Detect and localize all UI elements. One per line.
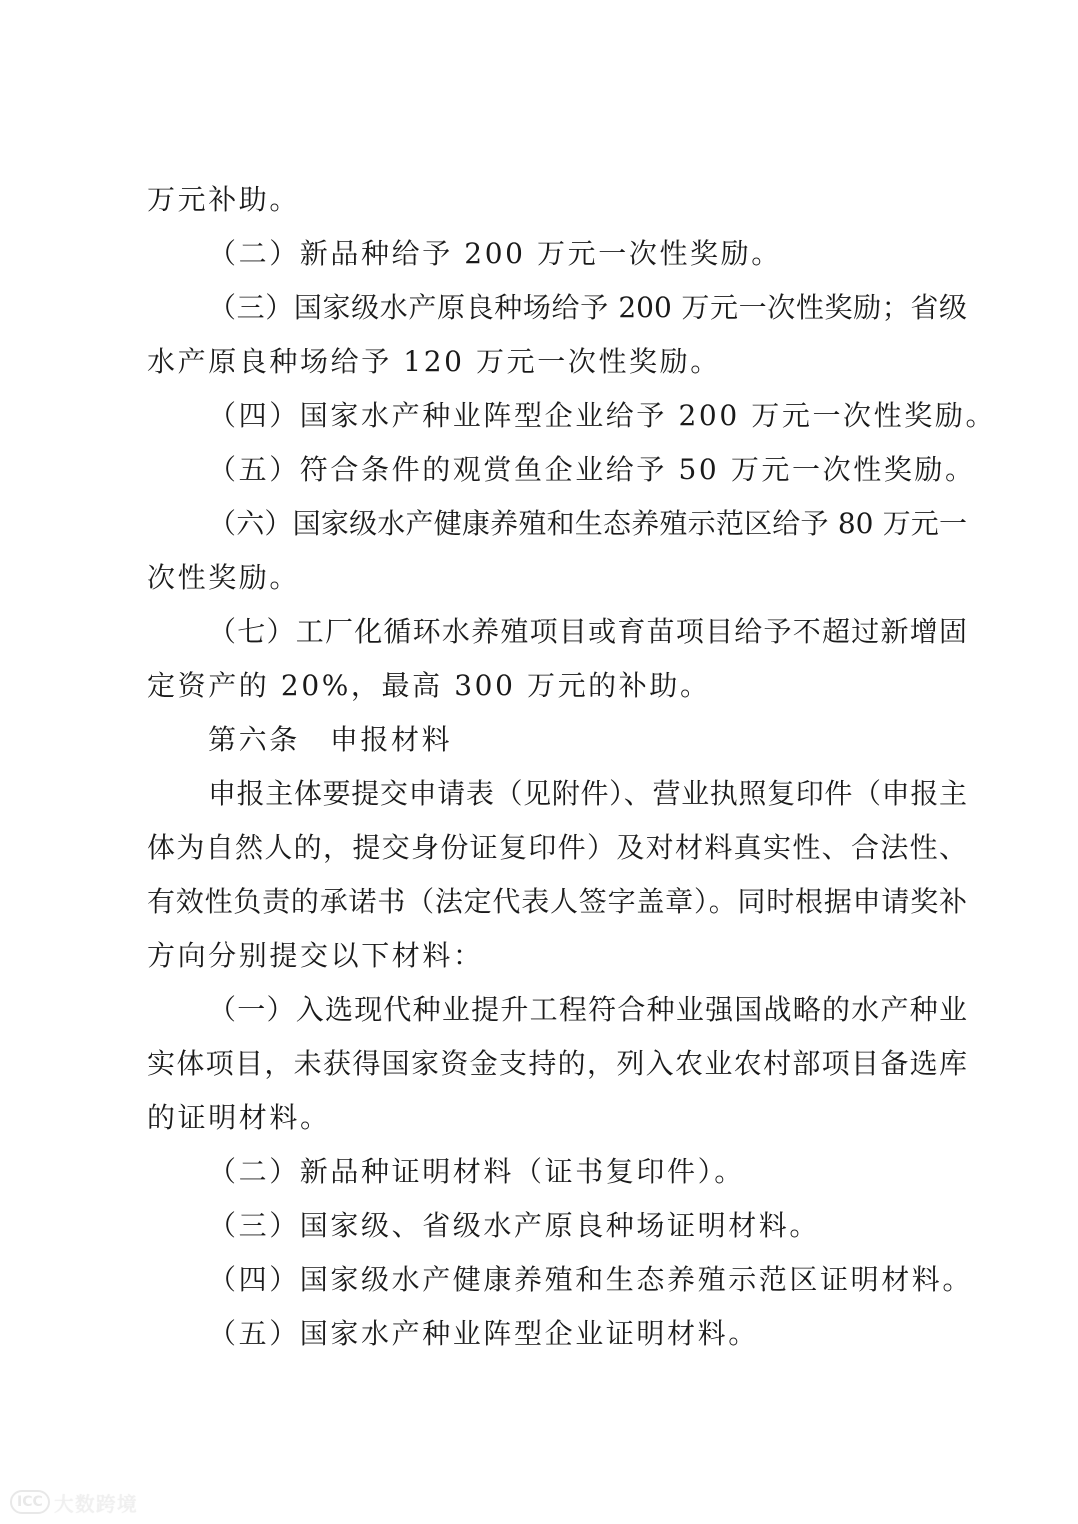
paragraph-line: （一）入选现代种业提升工程符合种业强国战略的水产种业 [208, 993, 967, 1026]
paragraph-line: （五）国家水产种业阵型企业证明材料。 [208, 1317, 759, 1350]
paragraph-line: 定资产的 20%，最高 300 万元的补助。 [147, 669, 711, 702]
article-heading [208, 723, 452, 757]
paragraph-line: 次性奖励。 [147, 561, 301, 594]
article-title: 申报材料 [329, 723, 453, 756]
watermark [10, 1487, 138, 1517]
paragraph-line: 有效性负责的承诺书（法定代表人签字盖章）。同时根据申请奖补 [147, 885, 967, 918]
paragraph-line: 实体项目，未获得国家资金支持的，列入农业农村部项目备选库 [147, 1047, 967, 1080]
paragraph-line: 方向分别提交以下材料： [147, 939, 484, 972]
paragraph-line: 水产原良种场给予 120 万元一次性奖励。 [147, 345, 721, 378]
paragraph-line: 的证明材料。 [147, 1101, 331, 1134]
paragraph-line: 体为自然人的，提交身份证复印件）及对材料真实性、合法性、 [147, 831, 967, 864]
paragraph-line: （六）国家级水产健康养殖和生态养殖示范区给予 80 万元一 [208, 507, 967, 540]
paragraph-line: （二）新品种给予 200 万元一次性奖励。 [208, 237, 782, 270]
article-number: 第六条 [208, 723, 300, 756]
paragraph-line: （二）新品种证明材料（证书复印件）。 [208, 1155, 745, 1188]
paragraph-line: 万元补助。 [147, 183, 301, 216]
watermark-logo-icon: ICC [10, 1490, 50, 1514]
paragraph-line: 申报主体要提交申请表（见附件）、营业执照复印件（申报主 [208, 777, 967, 810]
paragraph-line: （四）国家级水产健康养殖和生态养殖示范区证明材料。 [208, 1263, 974, 1296]
paragraph-line: （七）工厂化循环水养殖项目或育苗项目给予不超过新增固 [208, 615, 967, 648]
paragraph-line: （五）符合条件的观赏鱼企业给予 50 万元一次性奖励。 [208, 453, 976, 486]
paragraph-line: （三）国家级水产原良种场给予 200 万元一次性奖励；省级 [208, 291, 967, 324]
watermark-text: 大数跨境 [53, 1491, 138, 1516]
paragraph-line: （四）国家水产种业阵型企业给予 200 万元一次性奖励。 [208, 399, 997, 432]
paragraph-line: （三）国家级、省级水产原良种场证明材料。 [208, 1209, 821, 1242]
